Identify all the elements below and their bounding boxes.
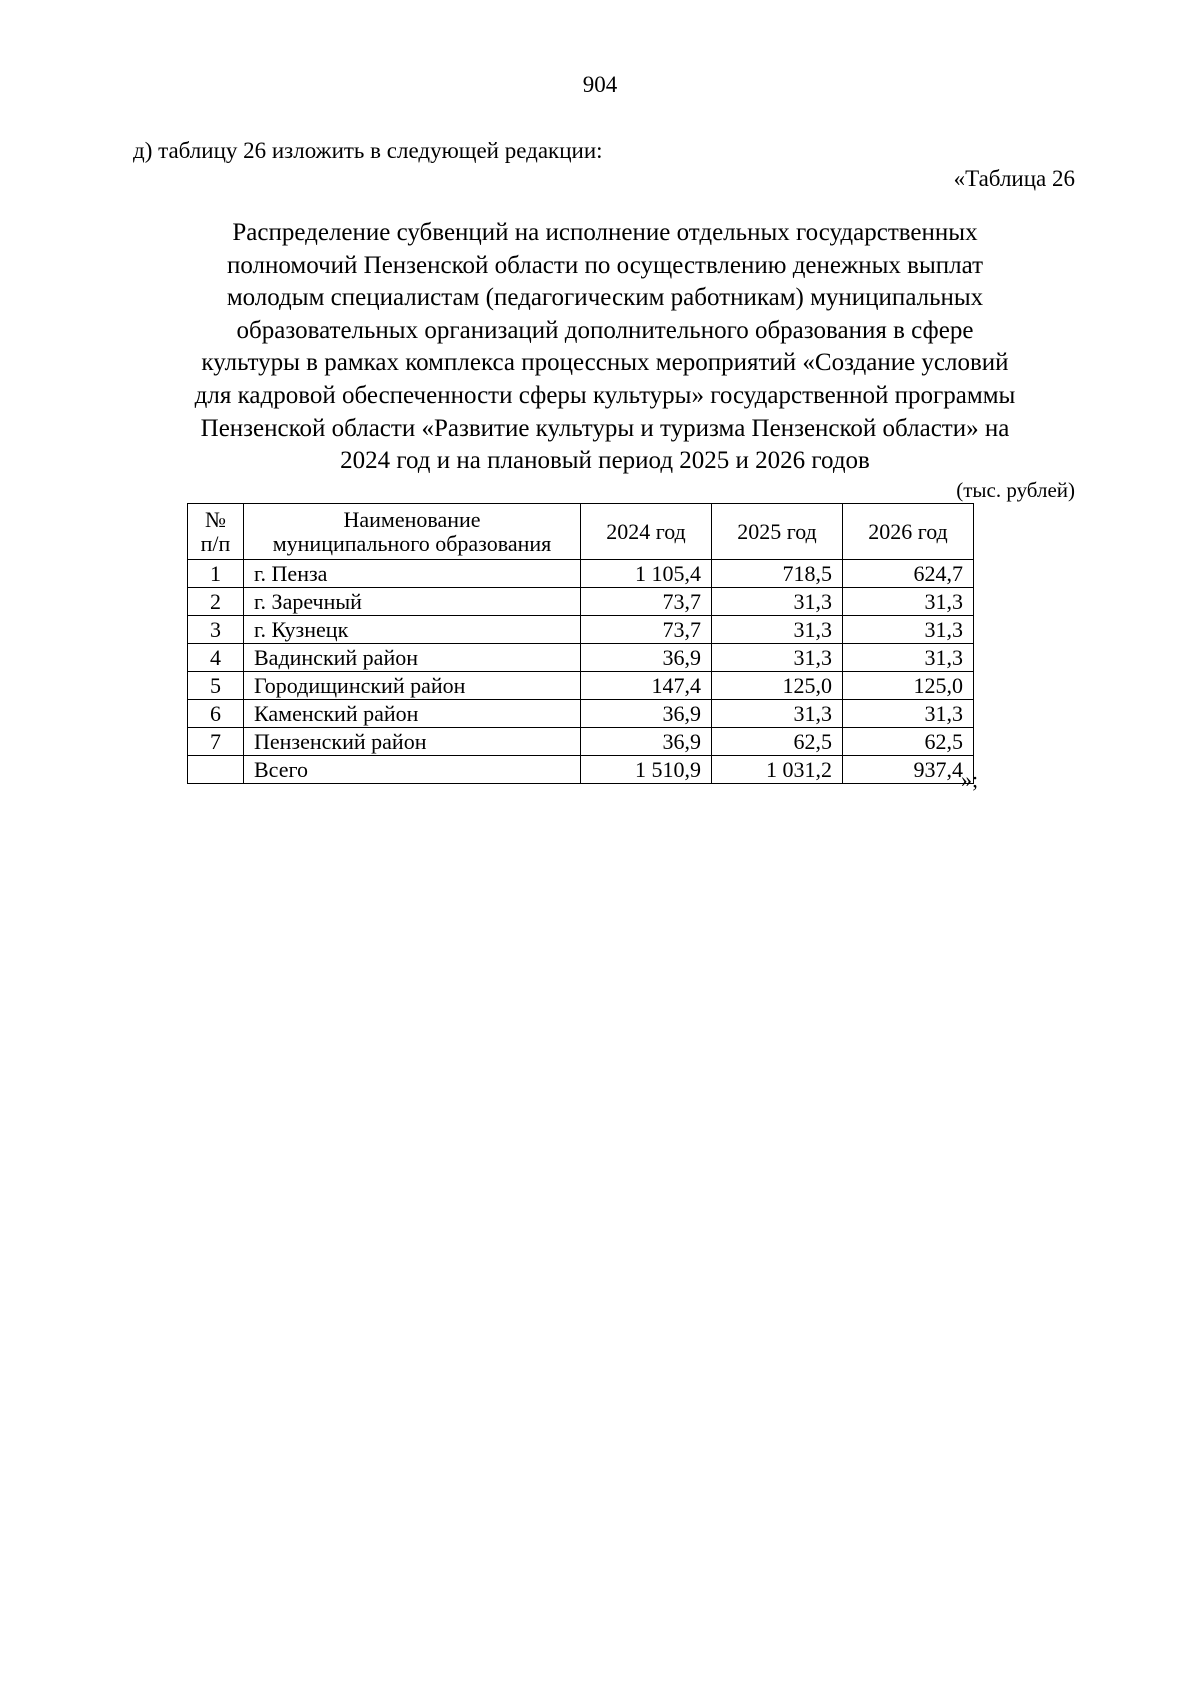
- page-number: 904: [582, 72, 618, 97]
- cell-total-2026: 937,4: [843, 756, 974, 784]
- cell-municipality: Вадинский район: [244, 644, 581, 672]
- cell-2025: 31,3: [712, 700, 843, 728]
- cell-2024: 147,4: [581, 672, 712, 700]
- header-municipality-line: муниципального образования: [272, 530, 552, 556]
- cell-2026: 31,3: [843, 616, 974, 644]
- table-row: [188, 560, 974, 588]
- cell-2024: 73,7: [581, 588, 712, 616]
- cell-2026: 624,7: [843, 560, 974, 588]
- title-line: молодым специалистам (педагогическим работникам) муниципальных: [226, 284, 984, 312]
- cell-number: 4: [188, 644, 244, 672]
- subsidy-table: [187, 503, 974, 784]
- cell-total-2025: 1 031,2: [712, 756, 843, 784]
- header-municipality-line: Наименование: [343, 506, 481, 532]
- header-2024: 2024 год: [581, 504, 712, 560]
- header-2026: 2026 год: [843, 504, 974, 560]
- header-number-line: п/п: [200, 530, 231, 556]
- closing-quote-mark: »;: [961, 767, 979, 792]
- cell-2026: 31,3: [843, 588, 974, 616]
- header-number-line: №: [205, 506, 226, 532]
- cell-municipality: г. Пенза: [244, 560, 581, 588]
- cell-2024: 36,9: [581, 644, 712, 672]
- table-total-row: [188, 756, 974, 784]
- cell-municipality: г. Заречный: [244, 588, 581, 616]
- table-row: [188, 588, 974, 616]
- units-label: (тыс. рублей): [956, 478, 1075, 502]
- table-row: [188, 672, 974, 700]
- header-municipality: [244, 504, 581, 560]
- document-title: [130, 217, 1080, 478]
- title-line: культуры в рамках комплекса процессных мероприятий «Создание условий: [201, 349, 1009, 377]
- cell-2025: 62,5: [712, 728, 843, 756]
- cell-2025: 718,5: [712, 560, 843, 588]
- table-row: [188, 616, 974, 644]
- table-row: [188, 728, 974, 756]
- cell-2025: 31,3: [712, 588, 843, 616]
- cell-2025: 31,3: [712, 616, 843, 644]
- cell-number: [188, 756, 244, 784]
- cell-2026: 62,5: [843, 728, 974, 756]
- cell-municipality: Пензенский район: [244, 728, 581, 756]
- title-line: полномочий Пензенской области по осуществлению денежных выплат: [226, 251, 984, 279]
- cell-number: 3: [188, 616, 244, 644]
- cell-total-label: Всего: [244, 756, 581, 784]
- cell-municipality: Каменский район: [244, 700, 581, 728]
- cell-2024: 1 105,4: [581, 560, 712, 588]
- cell-municipality: Городищинский район: [244, 672, 581, 700]
- amendment-intro: д) таблицу 26 изложить в следующей редакции:: [133, 138, 603, 163]
- table-header-row: [188, 504, 974, 560]
- cell-2026: 125,0: [843, 672, 974, 700]
- cell-municipality: г. Кузнецк: [244, 616, 581, 644]
- cell-2024: 36,9: [581, 700, 712, 728]
- cell-number: 6: [188, 700, 244, 728]
- table-row: [188, 700, 974, 728]
- header-number: [188, 504, 244, 560]
- title-line: Пензенской области «Развитие культуры и туризма Пензенской области» на: [200, 414, 1010, 442]
- cell-number: 1: [188, 560, 244, 588]
- cell-2024: 36,9: [581, 728, 712, 756]
- cell-number: 7: [188, 728, 244, 756]
- header-2025: 2025 год: [712, 504, 843, 560]
- title-line: образовательных организаций дополнительного образования в сфере: [236, 316, 974, 344]
- cell-total-2024: 1 510,9: [581, 756, 712, 784]
- cell-number: 5: [188, 672, 244, 700]
- cell-2024: 73,7: [581, 616, 712, 644]
- cell-number: 2: [188, 588, 244, 616]
- cell-2026: 31,3: [843, 700, 974, 728]
- title-line: 2024 год и на плановый период 2025 и 2026 годов: [340, 447, 870, 475]
- cell-2025: 31,3: [712, 644, 843, 672]
- table-row: [188, 644, 974, 672]
- title-line: для кадровой обеспеченности сферы культуры» государственной программы: [194, 381, 1016, 409]
- cell-2026: 31,3: [843, 644, 974, 672]
- table-reference: «Таблица 26: [953, 166, 1075, 191]
- title-line: Распределение субвенций на исполнение отдельных государственных: [232, 219, 978, 246]
- cell-2025: 125,0: [712, 672, 843, 700]
